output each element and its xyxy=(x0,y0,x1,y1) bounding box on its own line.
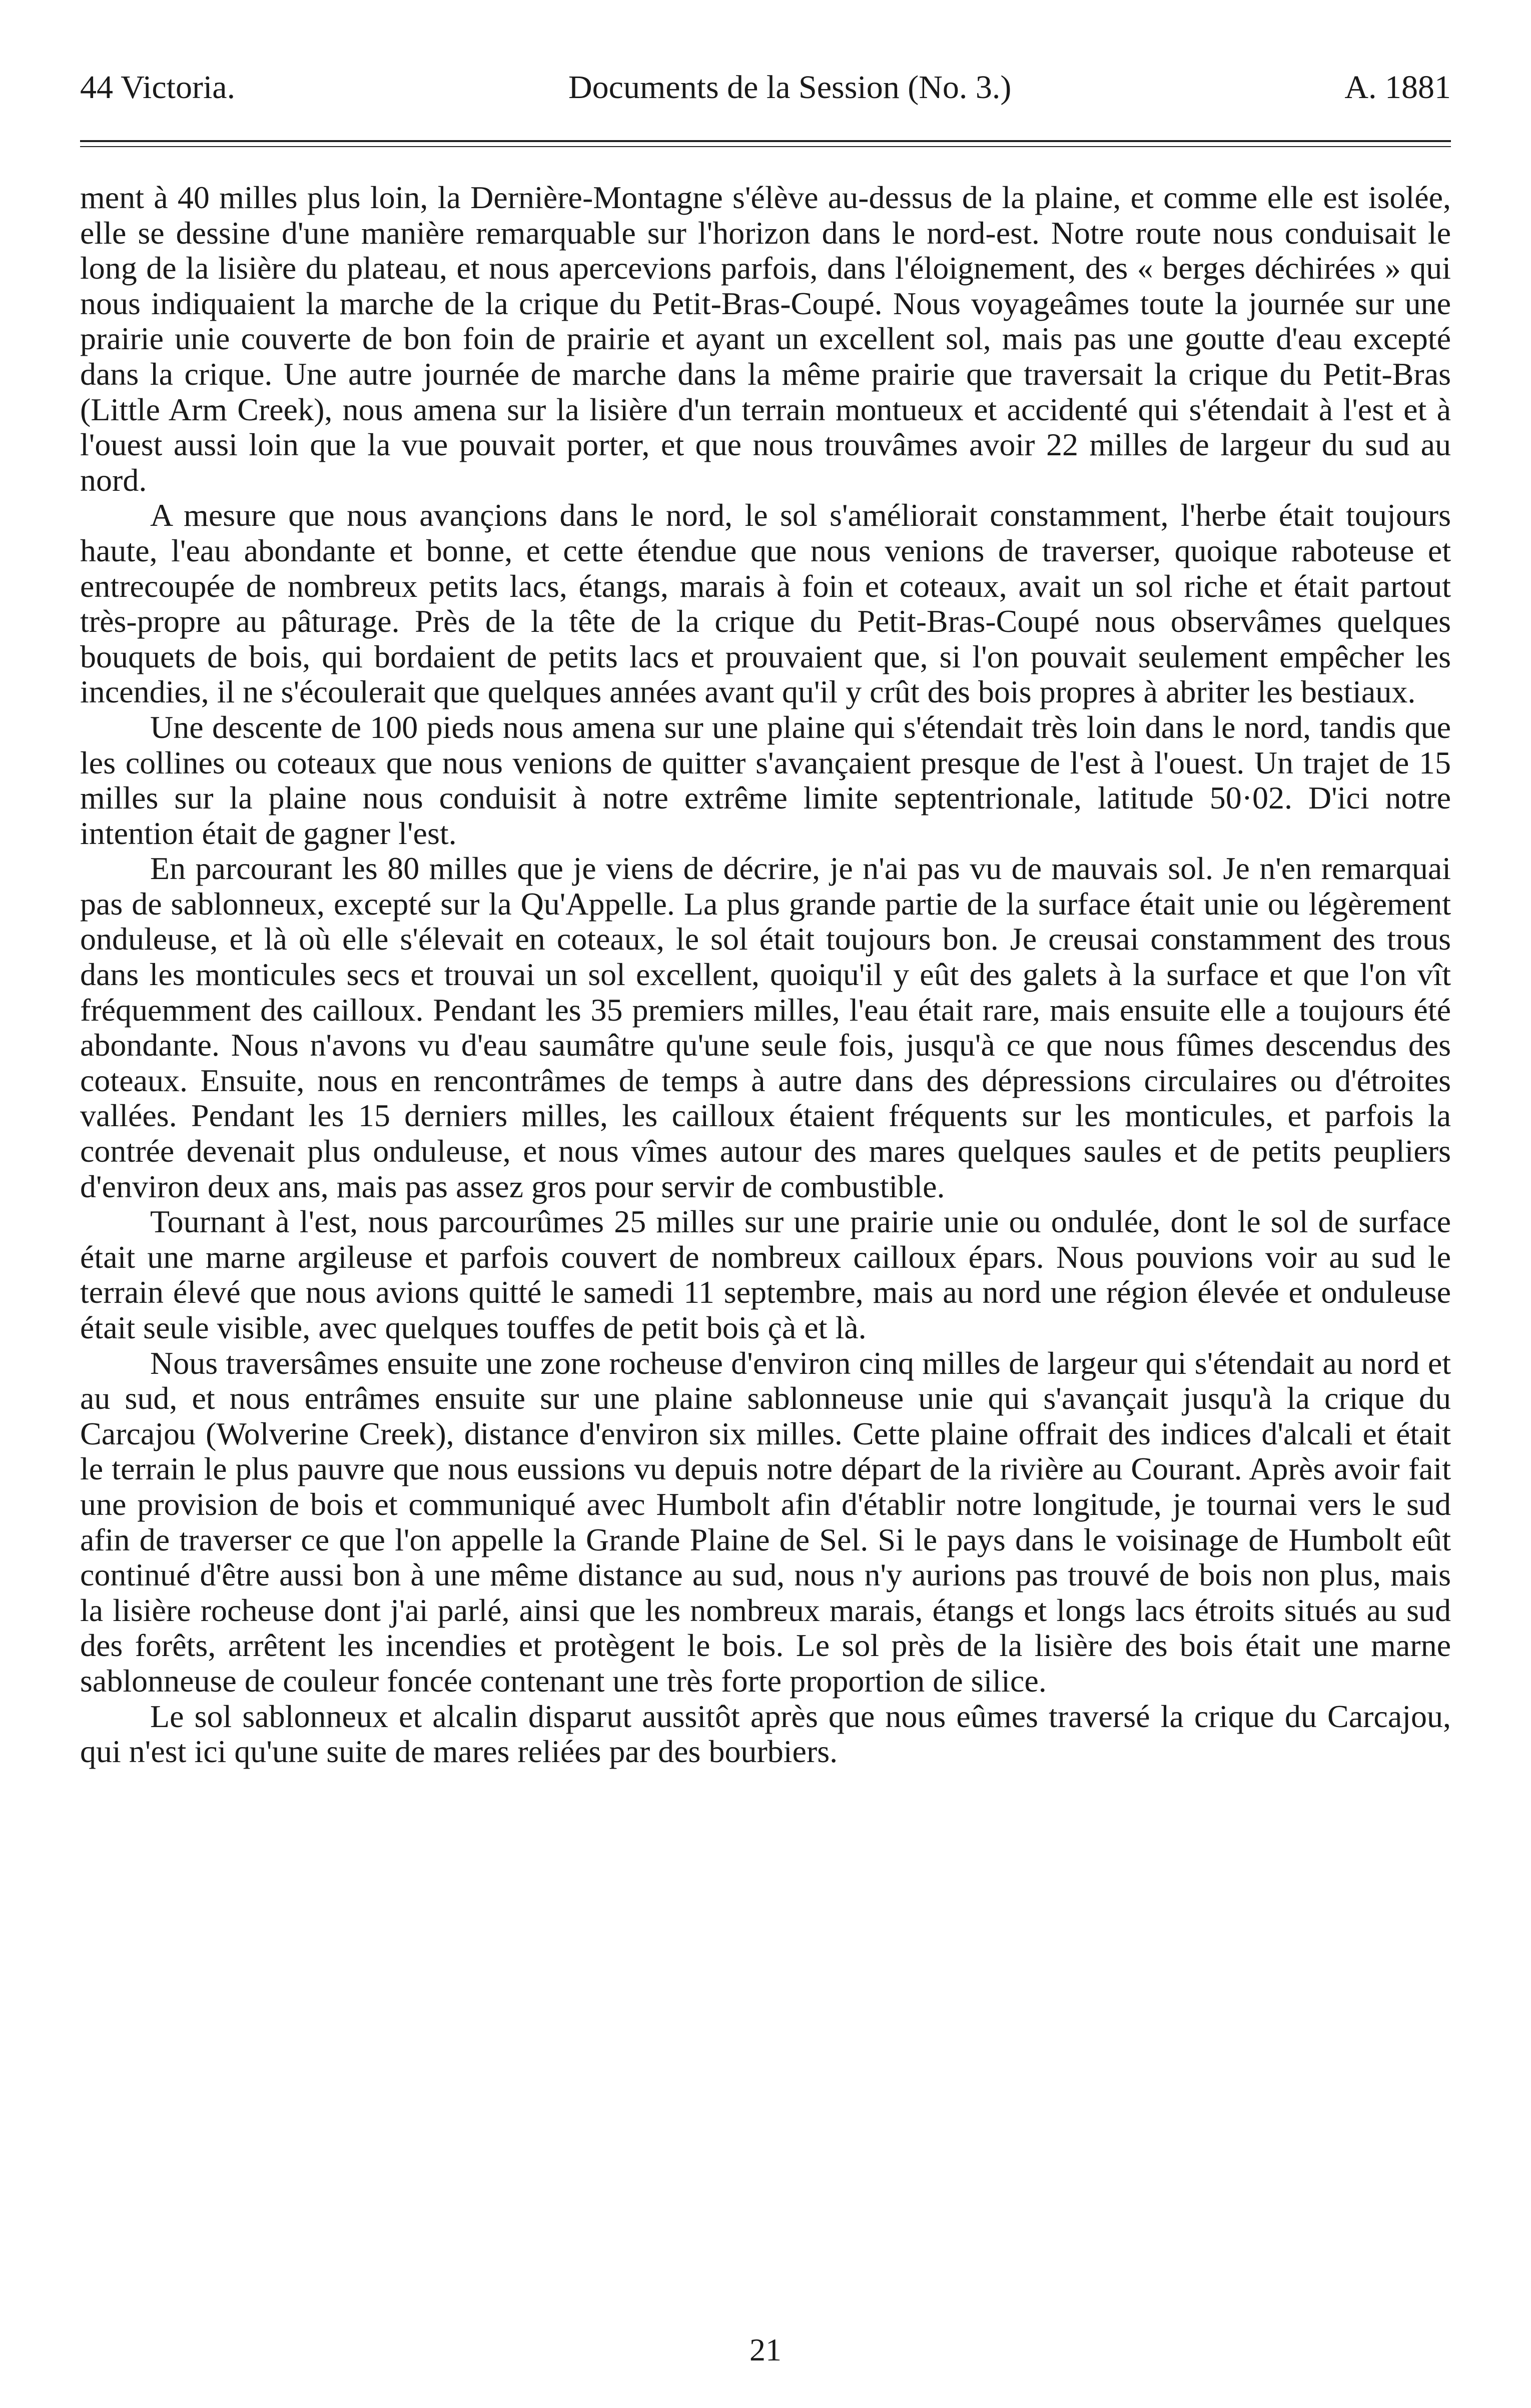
paragraph: Une descente de 100 pieds nous amena sur une plaine qui s'étendait très loin dans le nord, tandis que les collines ou coteaux que nous venions de quitter s'avançaient presque de l'est à l'ouest. Un trajet de 15 milles sur la plaine nous conduisit à notre extrême limite septentrionale, latitude 50·02. D'ici notre intention était de gagner l'est. xyxy=(80,709,1451,851)
paragraph: Nous traversâmes ensuite une zone rocheuse d'environ cinq milles de largeur qui s'étendait au nord et au sud, et nous entrâmes ensuite sur une plaine sablonneuse unie qui s'avançait jusqu'à la crique du Carcajou (Wolverine Creek), distance d'environ six milles. Cette plaine offrait des indices d'alcali et était le terrain le plus pauvre que nous eussions vu depuis notre départ de la rivière au Courant. Après avoir fait une provision de bois et communiqué avec Humbolt afin d'établir notre longitude, je tournai vers le sud afin de traverser ce que l'on appelle la Grande Plaine de Sel. Si le pays dans le voisinage de Humbolt eût continué d'être aussi bon à une même distance au sud, nous n'y aurions pas trouvé de bois non plus, mais la lisière rocheuse dont j'ai parlé, ainsi que les nombreux marais, étangs et longs lacs étroits situés au sud des forêts, arrêtent les incendies et protègent le bois. Le sol près de la lisière des bois était une marne sablonneuse de couleur foncée contenant une très forte proportion de silice. xyxy=(80,1345,1451,1699)
paragraph: En parcourant les 80 milles que je viens de décrire, je n'ai pas vu de mauvais sol. Je n'en remarquai pas de sablonneux, excepté sur la Qu'Appelle. La plus grande partie de la surface était unie ou légèrement onduleuse, et là où elle s'élevait en coteaux, le sol était toujours bon. Je creusai constamment des trous dans les monticules secs et trouvai un sol excellent, quoiqu'il y eût des galets à la surface et que l'on vît fréquemment des cailloux. Pendant les 35 premiers milles, l'eau était rare, mais ensuite elle a toujours été abondante. Nous n'avons vu d'eau saumâtre qu'une seule fois, jusqu'à ce que nous fûmes descendus des coteaux. Ensuite, nous en rencontrâmes de temps à autre dans des dépressions circulaires ou d'étroites vallées. Pendant les 15 derniers milles, les cailloux étaient fréquents sur les monticules, et parfois la contrée devenait plus onduleuse, et nous vîmes autour des mares quelques saules et de petits peupliers d'environ deux ans, mais pas assez gros pour servir de combustible. xyxy=(80,851,1451,1204)
body-text xyxy=(80,180,1451,1770)
paragraph: ment à 40 milles plus loin, la Dernière-Montagne s'élève au-dessus de la plaine, et comme elle est isolée, elle se dessine d'une manière remarquable sur l'horizon dans le nord-est. Notre route nous conduisait le long de la lisière du plateau, et nous apercevions parfois, dans l'éloignement, des « berges déchirées » qui nous indiquaient la marche de la crique du Petit-Bras-Coupé. Nous voyageâmes toute la journée sur une prairie unie couverte de bon foin de prairie et ayant un excellent sol, mais pas une goutte d'eau excepté dans la crique. Une autre journée de marche dans la même prairie que traversait la crique du Petit-Bras (Little Arm Creek), nous amena sur la lisière d'un terrain montueux et accidenté qui s'étendait à l'est et à l'ouest aussi loin que la vue pouvait porter, et que nous trouvâmes avoir 22 milles de largeur du sud au nord. xyxy=(80,180,1451,498)
header-year: A. 1881 xyxy=(1344,69,1451,106)
header-rule-thick xyxy=(80,140,1451,142)
header-title: Documents de la Session (No. 3.) xyxy=(568,69,1012,106)
running-header xyxy=(80,60,1451,115)
paragraph: Tournant à l'est, nous parcourûmes 25 milles sur une prairie unie ou ondulée, dont le sol de surface était une marne argileuse et parfois couvert de nombreux cailloux épars. Nous pouvions voir au sud le terrain élevé que nous avions quitté le samedi 11 septembre, mais au nord une région élevée et onduleuse était seule visible, avec quelques touffes de petit bois çà et là. xyxy=(80,1204,1451,1345)
page-number: 21 xyxy=(749,2332,782,2367)
paragraph: A mesure que nous avançions dans le nord, le sol s'améliorait constamment, l'herbe était toujours haute, l'eau abondante et bonne, et cette étendue que nous venions de traverser, quoique raboteuse et entrecoupée de nombreux petits lacs, étangs, marais à foin et coteaux, avait un sol riche et était partout très-propre au pâturage. Près de la tête de la crique du Petit-Bras-Coupé nous observâmes quelques bouquets de bois, qui bordaient de petits lacs et prouvaient que, si l'on pouvait seulement empêcher les incendies, il ne s'écoulerait que quelques années avant qu'il y crût des bois propres à abriter les bestiaux. xyxy=(80,497,1451,710)
paragraph: Le sol sablonneux et alcalin disparut aussitôt après que nous eûmes traversé la crique du Carcajou, qui n'est ici qu'une suite de mares reliées par des bourbiers. xyxy=(80,1698,1451,1770)
header-volume: 44 Victoria. xyxy=(80,69,236,106)
header-rule-thin xyxy=(80,146,1451,147)
